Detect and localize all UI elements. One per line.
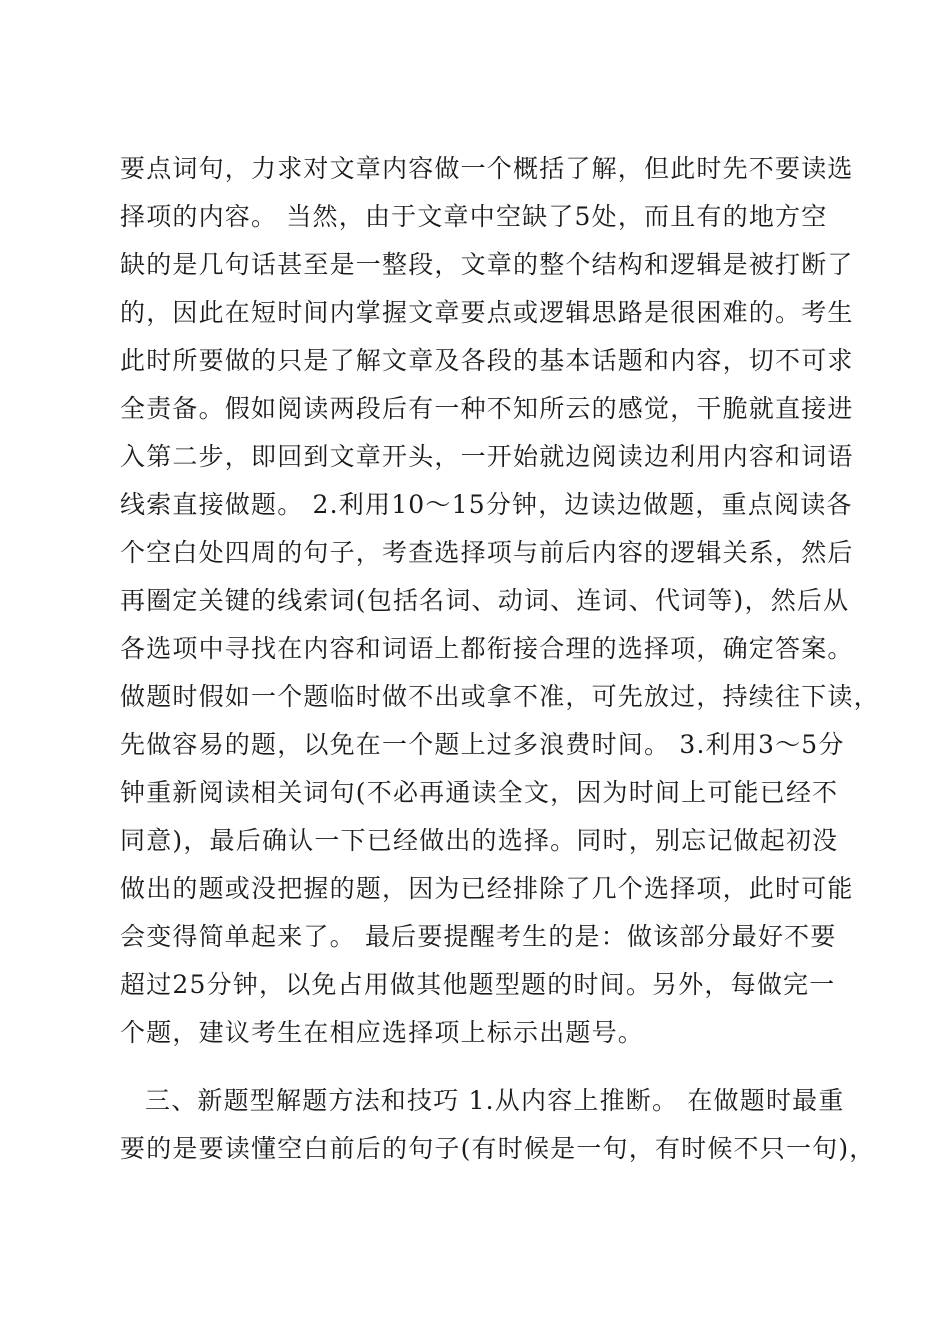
text-line: 个题，建议考生在相应选择项上标示出题号。 [120,1018,645,1047]
text-line: 做题时假如一个题临时做不出或拿不准，可先放过，持续往下读， [120,682,880,711]
text-line: 要点词句，力求对文章内容做一个概括了解，但此时先不要读选 [120,154,854,183]
text-line: 全责备。假如阅读两段后有一种不知所云的感觉，干脆就直接进 [120,394,854,423]
text-line: 入第二步，即回到文章开头，一开始就边阅读边利用内容和词语 [120,442,854,471]
text-line: 三、新题型解题方法和技巧 1.从内容上推断。 在做题时最重 [145,1086,845,1115]
text-line: 再圈定关键的线索词(包括名词、动词、连词、代词等)，然后从 [120,586,850,615]
text-line: 的，因此在短时间内掌握文章要点或逻辑思路是很困难的。考生 [120,298,854,327]
text-line: 个空白处四周的句子，考查选择项与前后内容的逻辑关系，然后 [120,538,854,567]
text-line: 会变得简单起来了。 最后要提醒考生的是：做该部分最好不要 [120,922,837,951]
text-line: 同意)，最后确认一下已经做出的选择。同时，别忘记做起初没 [120,826,839,855]
text-line: 做出的题或没把握的题，因为已经排除了几个选择项，此时可能 [120,874,854,903]
text-line: 先做容易的题，以免在一个题上过多浪费时间。 3.利用3～5分 [120,730,845,759]
text-line: 超过25分钟，以免占用做其他题型题的时间。另外，每做完一 [120,970,836,999]
text-line: 缺的是几句话甚至是一整段，文章的整个结构和逻辑是被打断了 [120,250,854,279]
text-line: 线索直接做题。 2.利用10～15分钟，边读边做题，重点阅读各 [120,490,853,519]
text-line: 钟重新阅读相关词句(不必再通读全文，因为时间上可能已经不 [120,778,839,807]
text-line: 择项的内容。 当然，由于文章中空缺了5处，而且有的地方空 [120,202,828,231]
text-line: 各选项中寻找在内容和词语上都衔接合理的选择项，确定答案。 [120,634,854,663]
text-line: 此时所要做的只是了解文章及各段的基本话题和内容，切不可求 [120,346,854,375]
text-line: 要的是要读懂空白前后的句子(有时候是一句，有时候不只一句)， [120,1134,876,1163]
